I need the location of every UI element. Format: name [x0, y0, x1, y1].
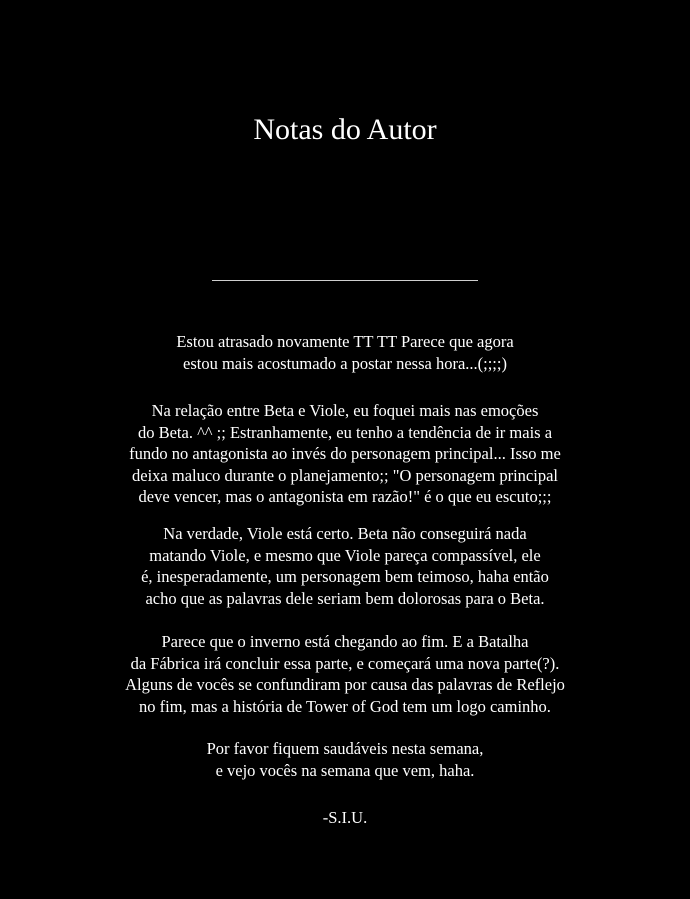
text-line: estou mais acostumado a postar nessa hora...(;;;;) — [183, 353, 507, 373]
text-line: do Beta. ^^ ;; Estranhamente, eu tenho a tendência de ir mais a — [137, 422, 553, 442]
text-line: Na verdade, Viole está certo. Beta não conseguirá nada — [163, 524, 527, 543]
paragraph-beta-viole — [0, 400, 690, 508]
text-line: Alguns de vocês se confundiram por causa das palavras de Reflejo — [125, 675, 565, 694]
text-line: Parece que o inverno está chegando ao fim. E a Batalha — [161, 632, 529, 651]
author-signature — [0, 807, 690, 829]
text-line: deixa maluco durante o planejamento;; "O personagem principal — [132, 465, 558, 485]
text-line: é, inesperadamente, um personagem bem teimoso, haha então — [141, 567, 549, 586]
text-line: matando Viole, e mesmo que Viole pareça compassível, ele — [149, 545, 541, 565]
text-line: fundo no antagonista ao invés do personagem principal... Isso me — [129, 444, 561, 463]
paragraph-delay-apology — [0, 331, 690, 374]
page-title: Notas do Autor — [253, 113, 437, 146]
text-line: no fim, mas a história de Tower of God tem um logo caminho. — [139, 696, 551, 716]
text-line: acho que as palavras dele seriam bem dolorosas para o Beta. — [145, 588, 545, 608]
text-line: deve vencer, mas o antagonista em razão!" é o que eu escuto;;; — [138, 487, 552, 506]
text-line: Por favor fiquem saudáveis nesta semana, — [206, 739, 484, 758]
title-divider — [212, 280, 478, 281]
text-line: Na relação entre Beta e Viole, eu foquei mais nas emoções — [151, 401, 539, 420]
signature-text: -S.I.U. — [322, 808, 368, 827]
paragraph-farewell — [0, 738, 690, 781]
text-line: Estou atrasado novamente TT TT Parece que agora — [176, 332, 514, 351]
text-line: da Fábrica irá concluir essa parte, e começará uma nova parte(?). — [130, 653, 560, 673]
text-line: e vejo vocês na semana que vem, haha. — [215, 760, 475, 780]
paragraph-viole-right — [0, 523, 690, 609]
paragraph-winter-factory — [0, 631, 690, 717]
